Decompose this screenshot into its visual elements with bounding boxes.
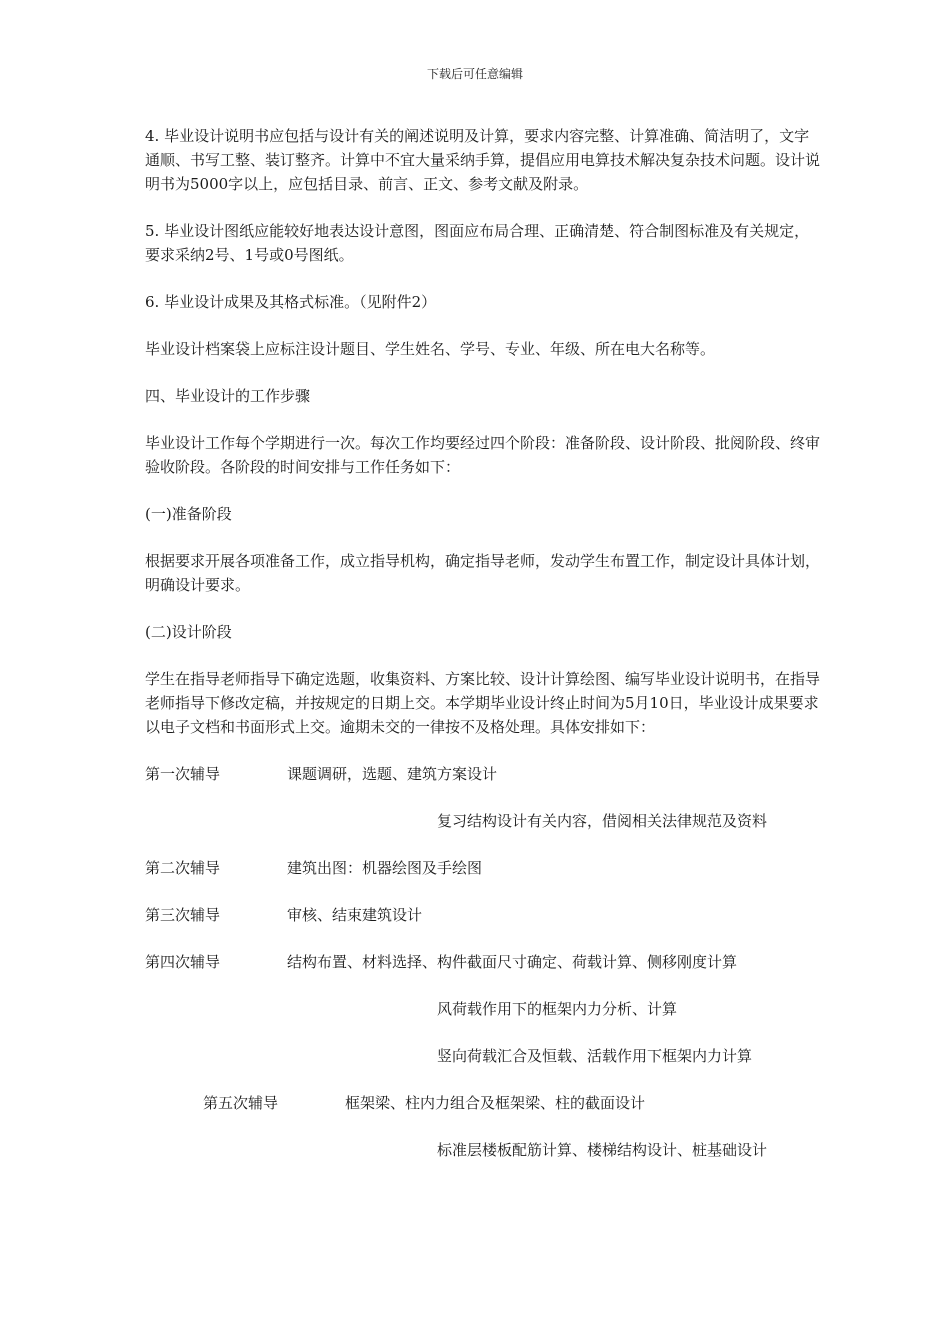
schedule-label: 第一次辅导 bbox=[145, 765, 221, 783]
schedule-text: 审核、结束建筑设计 bbox=[287, 906, 423, 924]
schedule-continuation: 竖向荷载汇合及恒载、活载作用下框架内力计算 bbox=[437, 1047, 753, 1065]
schedule-label: 第五次辅导 bbox=[203, 1094, 279, 1112]
section-heading-4: 四、毕业设计的工作步骤 bbox=[145, 387, 311, 405]
paragraph-prep-stage: 根据要求开展各项准备工作，成立指导机构，确定指导老师，发动学生布置工作，制定设计具体计划，明确设计要求。 bbox=[145, 552, 821, 594]
paragraph-design-stage: 学生在指导老师指导下确定选题，收集资料、方案比较、设计计算绘图、编写毕业设计说明书，在指导老师指导下修改定稿，并按规定的日期上交。本学期毕业设计终止时间为5月10日，毕业设计成果要求以电子文档和书面形式上交。逾期未交的一律按不及格处理。具体安排如下： bbox=[145, 670, 821, 736]
schedule-text: 结构布置、材料选择、构件截面尺寸确定、荷载计算、侧移刚度计算 bbox=[287, 953, 738, 971]
paragraph-archive-bag: 毕业设计档案袋上应标注设计题目、学生姓名、学号、专业、年级、所在电大名称等。 bbox=[145, 340, 716, 358]
paragraph-item-4: 4. 毕业设计说明书应包括与设计有关的阐述说明及计算，要求内容完整、计算准确、简洁明了，文字通顺、书写工整、装订整齐。计算中不宜大量采纳手算，提倡应用电算技术解决复杂技术问题。设计说明书为5000字以上，应包括目录、前言、正文、参考文献及附录。 bbox=[145, 127, 821, 193]
schedule-label: 第二次辅导 bbox=[145, 859, 221, 877]
schedule-row bbox=[145, 856, 820, 880]
schedule-label: 第三次辅导 bbox=[145, 906, 221, 924]
schedule-text: 课题调研，选题、建筑方案设计 bbox=[287, 765, 498, 783]
schedule-continuation: 复习结构设计有关内容，借阅相关法律规范及资料 bbox=[437, 812, 768, 830]
schedule-row bbox=[145, 950, 820, 974]
paragraph-item-6: 6. 毕业设计成果及其格式标准。（见附件2） bbox=[145, 293, 437, 311]
paragraph-item-5: 5. 毕业设计图纸应能较好地表达设计意图，图面应布局合理、正确清楚、符合制图标准及有关规定，要求采纳2号、1号或0号图纸。 bbox=[145, 222, 810, 264]
schedule-continuation: 风荷载作用下的框架内力分析、计算 bbox=[437, 1000, 678, 1018]
schedule-row bbox=[145, 903, 820, 927]
schedule-text: 框架梁、柱内力组合及框架梁、柱的截面设计 bbox=[345, 1094, 646, 1112]
schedule-row bbox=[145, 762, 820, 786]
document-body bbox=[145, 124, 820, 1185]
schedule-label: 第四次辅导 bbox=[145, 953, 221, 971]
schedule-continuation: 标准层楼板配筋计算、楼梯结构设计、桩基础设计 bbox=[437, 1141, 768, 1159]
page-header: 下载后可任意编辑 bbox=[426, 67, 523, 81]
schedule-text: 建筑出图：机器绘图及手绘图 bbox=[287, 859, 483, 877]
subsection-heading-design: (二)设计阶段 bbox=[145, 623, 232, 641]
subsection-heading-prep: (一)准备阶段 bbox=[145, 505, 232, 523]
paragraph-work-steps: 毕业设计工作每个学期进行一次。每次工作均要经过四个阶段：准备阶段、设计阶段、批阅阶段、终审验收阶段。各阶段的时间安排与工作任务如下： bbox=[145, 434, 821, 476]
schedule-row bbox=[145, 1091, 820, 1115]
